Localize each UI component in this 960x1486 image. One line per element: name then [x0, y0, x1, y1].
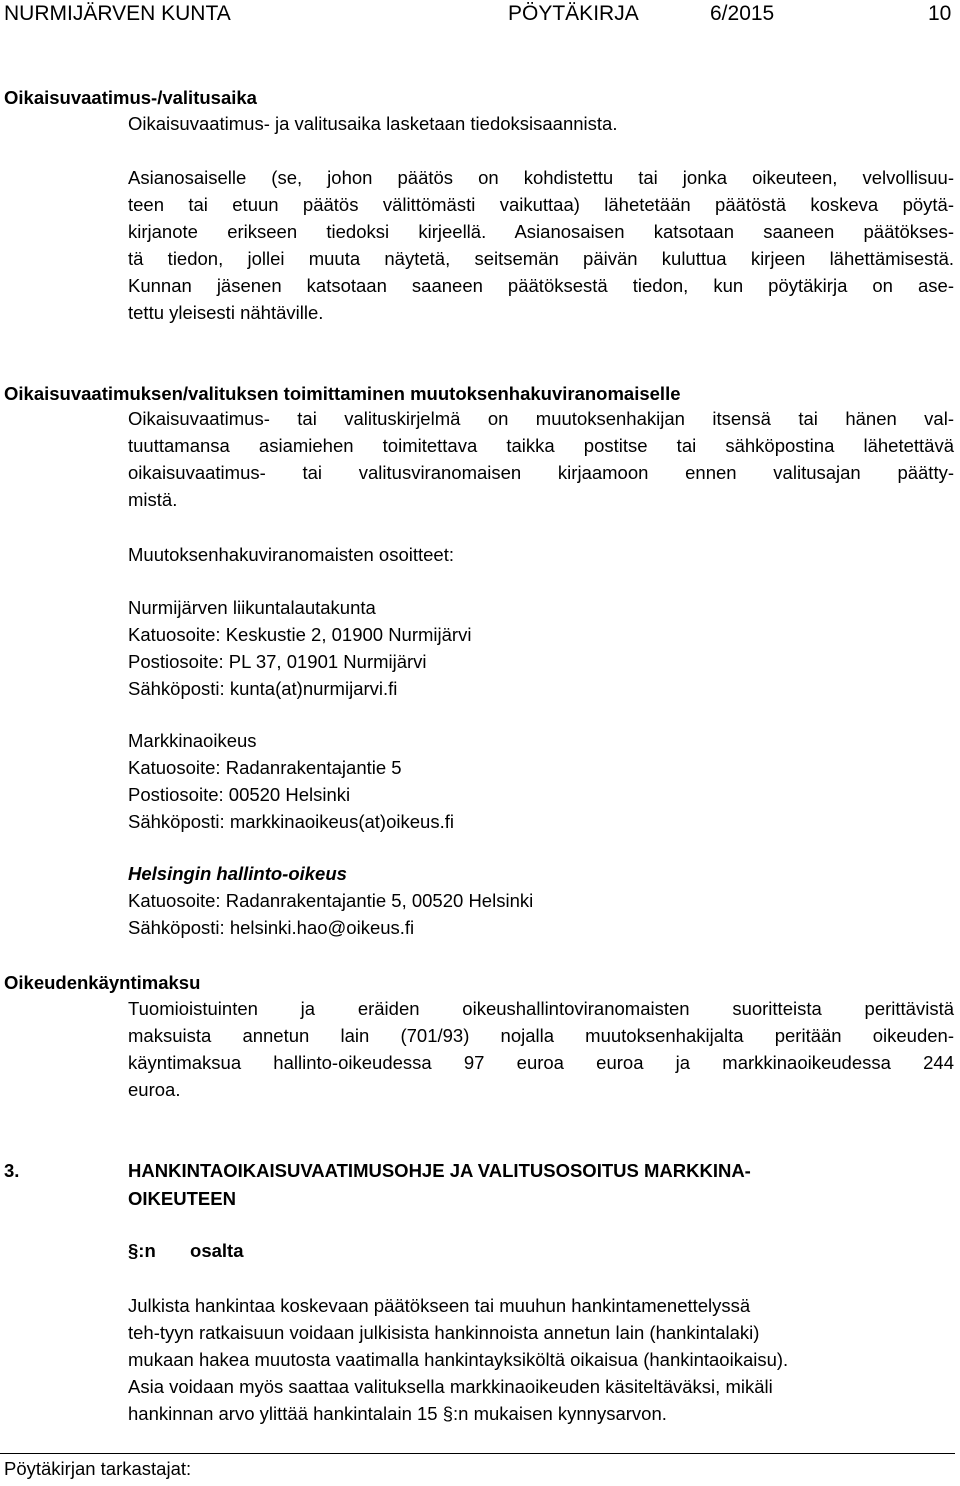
text-line: teh-tyyn ratkaisuun voidaan julkisista hankinnoista annetun lain (hankintalaki): [128, 1322, 760, 1343]
text-line: Oikaisuvaatimus- tai valituskirjelmä on muutoksenhakijan itsensä tai hänen val-: [128, 408, 954, 429]
street-address: Katuosoite: Radanrakentajantie 5, 00520 Helsinki: [128, 890, 534, 911]
addresses-label: Muutoksenhakuviranomaisten osoitteet:: [128, 544, 454, 565]
footer-reviewers-label: Pöytäkirjan tarkastajat:: [4, 1458, 192, 1479]
text-line: mukaan hakea muutosta vaatimalla hankintayksiköltä oikaisua (hankintaoikaisu).: [128, 1349, 789, 1370]
text-line: tettu yleisesti nähtäville.: [128, 302, 324, 323]
email-address: Sähköposti: helsinki.hao@oikeus.fi: [128, 917, 415, 938]
postal-address: Postiosoite: PL 37, 01901 Nurmijärvi: [128, 651, 427, 672]
appeal-period-heading: Oikaisuvaatimus-/valitusaika: [4, 87, 257, 108]
authority-name: Nurmijärven liikuntalautakunta: [128, 597, 376, 618]
text-line: Asia voidaan myös saattaa valituksella markkinaoikeuden käsiteltäväksi, mikäli: [128, 1376, 773, 1397]
appeal-period-lead: [128, 110, 954, 137]
delivery-heading: Oikaisuvaatimuksen/valituksen toimittaminen muutoksenhakuviranomaiselle: [4, 383, 681, 404]
section-paragraph-ref: §:n: [128, 1240, 156, 1261]
text-line: mistä.: [128, 489, 178, 510]
authority-hallinto-oikeus: [128, 860, 533, 941]
section-part-label: osalta: [190, 1240, 244, 1261]
delivery-paragraph: [128, 405, 954, 513]
text-line: tä tiedon, jollei muuta näytetä, seitsemän päivän kuluttua kirjeen lähettämisestä.: [128, 248, 954, 269]
street-address: Katuosoite: Radanrakentajantie 5: [128, 757, 402, 778]
header-organization: NURMIJÄRVEN KUNTA: [4, 2, 231, 25]
section-title-line: HANKINTAOIKAISUVAATIMUSOHJE JA VALITUSOSOITUS MARKKINA-: [128, 1160, 751, 1181]
authority-name: Markkinaoikeus: [128, 730, 257, 751]
footer-divider: [0, 1453, 955, 1454]
text-line: euroa.: [128, 1079, 181, 1100]
text-line: Asianosaiselle (se, johon päätös on kohdistettu tai jonka oikeuteen, velvollisuu-: [128, 167, 954, 188]
text-line: oikaisuvaatimus- tai valitusviranomaisen kirjaamoon ennen valitusajan päätty-: [128, 462, 954, 483]
street-address: Katuosoite: Keskustie 2, 01900 Nurmijärvi: [128, 624, 472, 645]
text-line: Tuomioistuinten ja eräiden oikeushallintoviranomaisten suoritteista perittävistä: [128, 998, 954, 1019]
text-line: maksuista annetun lain (701/93) nojalla muutoksenhakijalta peritään oikeuden-: [128, 1025, 954, 1046]
appeal-period-lead-text: Oikaisuvaatimus- ja valitusaika lasketaan tiedoksisaannista.: [128, 113, 618, 134]
section-title-line: OIKEUTEEN: [128, 1188, 236, 1209]
text-line: hankinnan arvo ylittää hankintalain 15 §:n mukaisen kynnysarvon.: [128, 1403, 667, 1424]
email-address: Sähköposti: kunta(at)nurmijarvi.fi: [128, 678, 398, 699]
authority-liikuntalautakunta: [128, 594, 471, 702]
email-address: Sähköposti: markkinaoikeus(at)oikeus.fi: [128, 811, 454, 832]
authority-markkinaoikeus: [128, 727, 454, 835]
text-line: Julkista hankintaa koskevaan päätökseen tai muuhun hankintamenettelyssä: [128, 1295, 751, 1316]
header-page-number: 10: [928, 2, 952, 25]
section-number: 3.: [4, 1160, 20, 1181]
text-line: teen tai etuun päätös välittömästi vaikuttaa) lähetetään päätöstä koskeva pöytä-: [128, 194, 954, 215]
text-line: käyntimaksua hallinto-oikeudessa 97 euroa euroa ja markkinaoikeudessa 244: [128, 1052, 954, 1073]
authority-name: Helsingin hallinto-oikeus: [128, 863, 347, 884]
postal-address: Postiosoite: 00520 Helsinki: [128, 784, 351, 805]
section-subheading: [128, 1237, 244, 1264]
text-line: Kunnan jäsenen katsotaan saaneen päätöksestä tiedon, kun pöytäkirja on ase-: [128, 275, 954, 296]
text-line: tuuttamansa asiamiehen toimitettava taikka postitse tai sähköpostina lähetettävä: [128, 435, 954, 456]
appeal-period-paragraph: [128, 164, 954, 326]
court-fee-paragraph: [128, 995, 954, 1103]
section-title: [128, 1157, 751, 1213]
section-paragraph: [128, 1292, 788, 1427]
header-doc-type: PÖYTÄKIRJA: [508, 2, 639, 25]
court-fee-heading: Oikeudenkäyntimaksu: [4, 972, 201, 993]
text-line: kirjanote erikseen tiedoksi kirjeellä. Asianosaisen katsotaan saaneen päätökses-: [128, 221, 954, 242]
header-doc-number: 6/2015: [710, 2, 775, 25]
